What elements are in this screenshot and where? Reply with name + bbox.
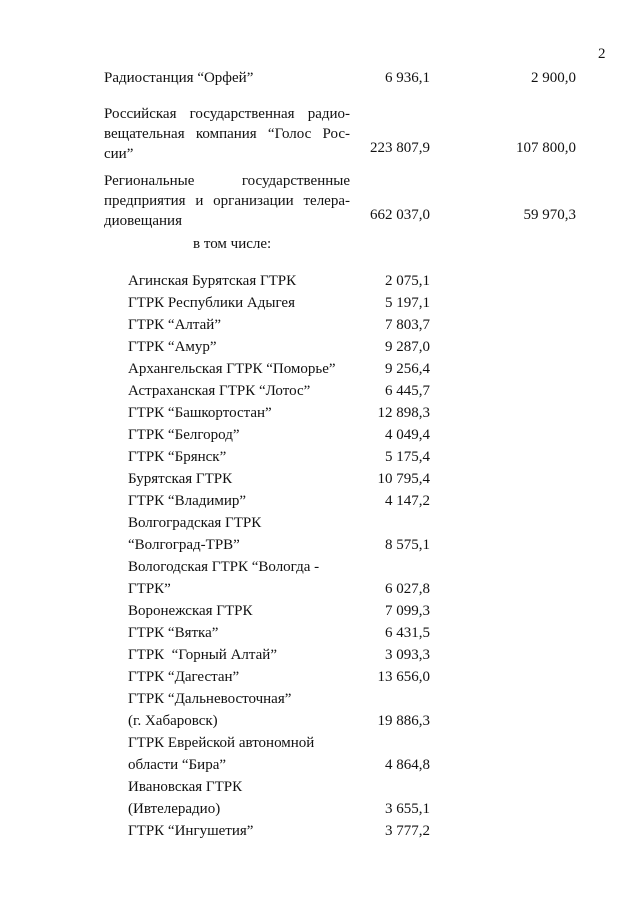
value-col2: 107 800,0 (516, 140, 576, 156)
sub-value: 12 898,3 (377, 405, 430, 421)
label-line: вещательная компания “Голос Рос- (104, 126, 350, 142)
sub-label: Ивановская ГТРК (128, 779, 243, 795)
sub-label: ГТРК “Алтай” (128, 317, 221, 333)
sub-value: 5 197,1 (385, 295, 430, 311)
sub-value: 7 803,7 (385, 317, 430, 333)
label-line: Российская государственная радио- (104, 106, 350, 122)
sub-label: ГТРК “Амур” (128, 339, 217, 355)
sub-label: ГТРК Еврейской автономной (128, 735, 315, 751)
sub-row (0, 273, 640, 293)
sub-label: ГТРК “Вятка” (128, 625, 219, 641)
sub-row (0, 449, 640, 469)
sub-row-cont (0, 757, 640, 777)
value-col1: 662 037,0 (370, 207, 430, 223)
sub-value: 4 049,4 (385, 427, 430, 443)
sub-row-cont (0, 581, 640, 601)
sub-row (0, 669, 640, 689)
sub-row (0, 317, 640, 337)
sub-label: ГТРК “Ингушетия” (128, 823, 254, 839)
sub-row (0, 603, 640, 623)
sub-row (0, 339, 640, 359)
sub-label: (Ивтелерадио) (128, 801, 221, 817)
sub-row (0, 779, 640, 799)
sub-label: ГТРК “Брянск” (128, 449, 227, 465)
sub-row (0, 295, 640, 315)
sub-label: Вологодская ГТРК “Вологда - (128, 559, 320, 575)
sub-row (0, 427, 640, 447)
sub-label: области “Бира” (128, 757, 227, 773)
sub-row (0, 691, 640, 711)
sub-label: ГТРК” (128, 581, 171, 597)
value-col2: 59 970,3 (523, 207, 576, 223)
sub-label: ГТРК “Владимир” (128, 493, 247, 509)
sub-row (0, 735, 640, 755)
sub-value: 2 075,1 (385, 273, 430, 289)
sub-label: (г. Хабаровск) (128, 713, 218, 729)
value-col2: 2 900,0 (531, 70, 576, 86)
sub-row (0, 823, 640, 843)
sub-value: 13 656,0 (377, 669, 430, 685)
label-line: сии” (104, 146, 134, 162)
sub-label: ГТРК “Белгород” (128, 427, 240, 443)
sub-label: ГТРК “Башкортостан” (128, 405, 272, 421)
sub-value: 19 886,3 (377, 713, 430, 729)
budget-row-orfey (0, 70, 640, 90)
sub-value: 3 093,3 (385, 647, 430, 663)
budget-row-golos-rossii-values (0, 140, 640, 160)
sub-value: 10 795,4 (377, 471, 430, 487)
sub-value: 3 655,1 (385, 801, 430, 817)
sub-label: “Волгоград-ТРВ” (128, 537, 240, 553)
sub-row (0, 471, 640, 491)
value-col1: 223 807,9 (370, 140, 430, 156)
label-line: диовещания (104, 213, 182, 229)
label-line: предприятия и организации телера- (104, 193, 350, 209)
sub-label: Воронежская ГТРК (128, 603, 253, 619)
sub-value: 8 575,1 (385, 537, 430, 553)
budget-row-regional-values (0, 207, 640, 227)
sub-label: Бурятская ГТРК (128, 471, 233, 487)
sub-label: Астраханская ГТРК “Лотос” (128, 383, 311, 399)
sub-label: ГТРК Республики Адыгея (128, 295, 295, 311)
sub-label: ГТРК “Горный Алтай” (128, 647, 277, 663)
sub-row (0, 383, 640, 403)
sub-row (0, 405, 640, 425)
row-label: Радиостанция “Орфей” (104, 70, 254, 86)
page-number: 2 (598, 46, 606, 62)
sub-value: 4 147,2 (385, 493, 430, 509)
sub-value: 7 099,3 (385, 603, 430, 619)
sub-row (0, 559, 640, 579)
sub-label: ГТРК “Дальневосточная” (128, 691, 292, 707)
sub-value: 4 864,8 (385, 757, 430, 773)
sub-label: Архангельская ГТРК “Поморье” (128, 361, 336, 377)
sub-row (0, 515, 640, 535)
sub-label: Агинская Бурятская ГТРК (128, 273, 297, 289)
sub-row (0, 493, 640, 513)
label-line: Региональные государственные (104, 173, 350, 189)
value-col1: 6 936,1 (385, 70, 430, 86)
sub-row-cont (0, 801, 640, 821)
sub-value: 5 175,4 (385, 449, 430, 465)
sub-label: ГТРК “Дагестан” (128, 669, 240, 685)
sub-value: 9 256,4 (385, 361, 430, 377)
sub-value: 9 287,0 (385, 339, 430, 355)
sub-row (0, 361, 640, 381)
sub-row-cont (0, 713, 640, 733)
sub-value: 6 431,5 (385, 625, 430, 641)
including-label: в том числе: (193, 236, 272, 252)
sub-row (0, 647, 640, 667)
sub-row-cont (0, 537, 640, 557)
sub-value: 3 777,2 (385, 823, 430, 839)
sub-value: 6 027,8 (385, 581, 430, 597)
sub-label: Волгоградская ГТРК (128, 515, 262, 531)
sub-value: 6 445,7 (385, 383, 430, 399)
sub-row (0, 625, 640, 645)
